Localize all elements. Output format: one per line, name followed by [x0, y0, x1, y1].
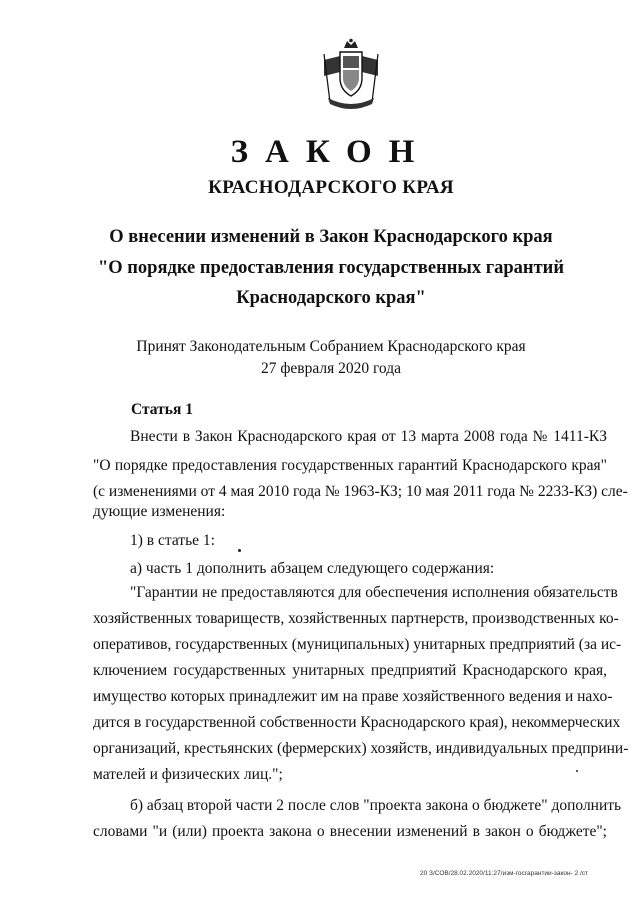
- body-line: словами "и (или) проекта закона о внесении изменений в закон о бюджете";: [93, 823, 607, 840]
- body-line: "О порядке предоставления государственных гарантий Краснодарского края": [93, 457, 607, 474]
- body-line: Внести в Закон Краснодарского края от 13 марта 2008 года № 1411-КЗ: [130, 428, 607, 445]
- body-line: (с изменениями от 4 мая 2010 года № 1963-КЗ; 10 мая 2011 года № 2233-КЗ) сле-: [93, 483, 628, 500]
- adoption-note: Принят Законодательным Собранием Краснодарского края: [136, 338, 526, 355]
- body-line: "Гарантии не предоставляются для обеспечения исполнения обязательств: [130, 584, 618, 601]
- body-line: дующие изменения:: [93, 503, 226, 520]
- body-line: имущество которых принадлежит им на праве хозяйственного ведения и нахо-: [93, 688, 613, 705]
- scan-speck: [576, 770, 578, 772]
- coat-of-arms-icon: [318, 38, 384, 110]
- body-line: оперативов, государственных (муниципальных) унитарных предприятий (за ис-: [93, 636, 622, 653]
- region-heading: КРАСНОДАРСКОГО КРАЯ: [208, 177, 454, 198]
- body-line: б) абзац второй части 2 после слов "проекта закона о бюджете" дополнить: [130, 797, 622, 814]
- law-title-line: "О порядке предоставления государственных гарантий: [97, 258, 564, 278]
- footer-stamp: 20 З/СОВ/28.02.2020/11:27/изм-госгарантии-закон- 2 /ст: [420, 870, 588, 877]
- body-line: ключением государственных унитарных предприятий Краснодарского края,: [93, 662, 607, 679]
- body-line: а) часть 1 дополнить абзацем следующего содержания:: [130, 560, 495, 577]
- adoption-date: 27 февраля 2020 года: [260, 360, 402, 377]
- law-title-line: О внесении изменений в Закон Краснодарского края: [109, 227, 553, 247]
- body-line: мателей и физических лиц.";: [93, 766, 283, 783]
- body-line: 1) в статье 1:: [130, 532, 215, 549]
- body-line: хозяйственных товариществ, хозяйственных партнерств, производственных ко-: [93, 610, 619, 627]
- body-line: организаций, крестьянских (фермерских) хозяйств, индивидуальных предприни-: [93, 740, 629, 757]
- article-heading: Статья 1: [131, 401, 193, 418]
- body-line: дится в государственной собственности Краснодарского края), некоммерческих: [93, 714, 621, 731]
- scan-speck: [238, 549, 241, 552]
- document-type-heading: ЗАКОН: [230, 134, 432, 170]
- law-title-line: Краснодарского края": [236, 288, 426, 308]
